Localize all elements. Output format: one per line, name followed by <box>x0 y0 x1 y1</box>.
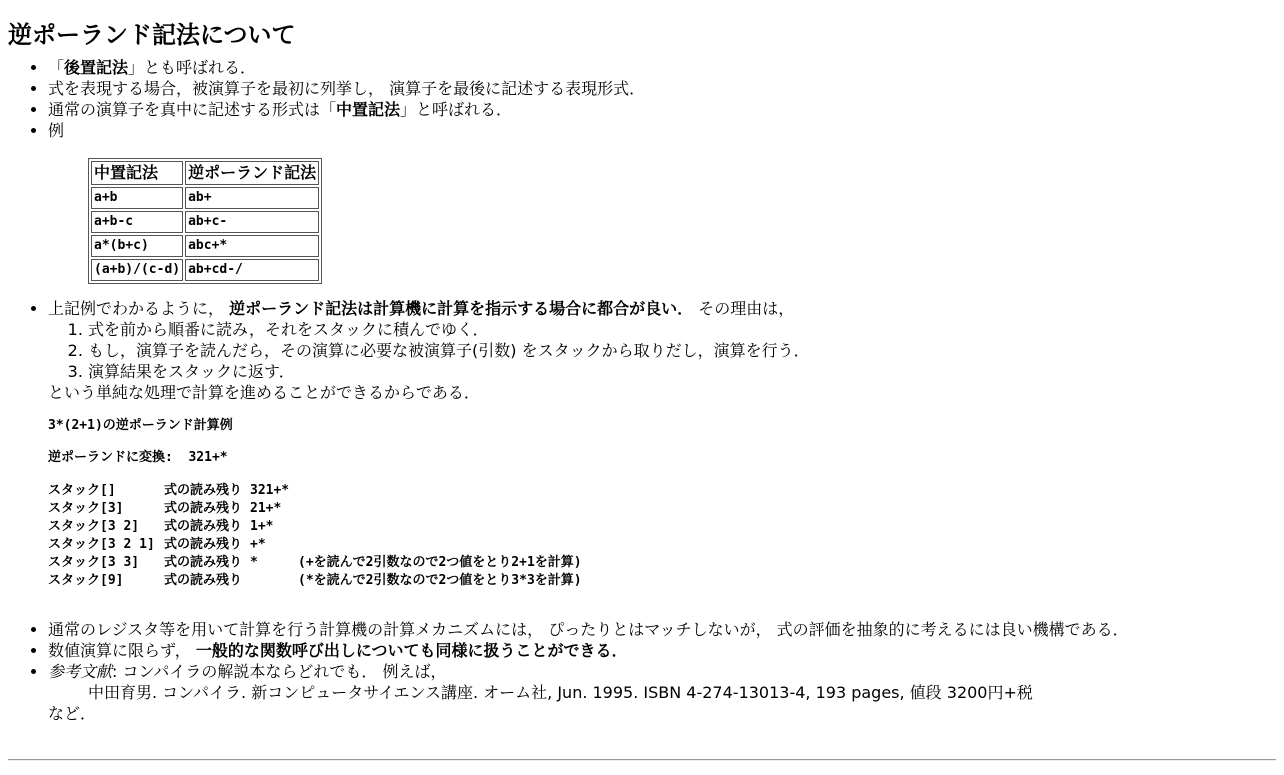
example-title: 3*(2+1)の逆ポーランド計算例 <box>48 418 233 433</box>
intro-list <box>8 57 1276 724</box>
stack-state: スタック[3 2] <box>48 519 140 534</box>
cell-rpn: abc+* <box>185 235 319 257</box>
step-note <box>298 536 598 554</box>
step-item: 3. 演算結果をスタックに返す． <box>88 361 1276 382</box>
header-rpn: 逆ポーランド記法 <box>185 161 319 185</box>
table-row <box>91 259 319 281</box>
list-item-postfix <box>48 57 1276 78</box>
stack-state: スタック[3 2 1] <box>48 537 155 552</box>
remaining-label: 式の読み残り <box>164 519 243 534</box>
cell-infix: a+b-c <box>91 211 183 233</box>
stack-state: スタック[9] <box>48 573 124 588</box>
header-infix: 中置記法 <box>91 161 183 185</box>
table-row <box>91 235 319 257</box>
remaining-expr: 21+* <box>250 501 282 516</box>
text: 「 <box>48 58 65 77</box>
list-item-infix <box>48 99 1276 120</box>
table-header-row <box>91 161 319 185</box>
text: : コンパイラの解説本ならどれでも． 例えば， <box>112 662 447 681</box>
text: 上記例でわかるように， <box>48 299 225 318</box>
step-note <box>298 482 598 500</box>
text: その理由は， <box>698 299 795 318</box>
text: 」とも呼ばれる． <box>128 58 257 77</box>
example-conversion: 逆ポーランドに変換: 321+* <box>48 450 228 465</box>
remaining-label: 式の読み残り <box>164 573 243 588</box>
text: 通常の演算子を真中に記述する形式は「 <box>48 100 337 119</box>
remaining-expr: 321+* <box>250 483 290 498</box>
list-item-example <box>48 120 1276 284</box>
notation-table <box>88 158 322 284</box>
remaining-label: 式の読み残り <box>164 537 243 552</box>
remaining-label: 式の読み残り <box>164 501 243 516</box>
remaining-label: 式の読み残り <box>164 555 243 570</box>
cell-infix: a+b <box>91 187 183 209</box>
reference-citation: 中田育男. コンパイラ. 新コンピュータサイエンス講座. オーム社, Jun. 1995. ISBN 4-274-13013-4, 193 pages, 値段 3200円+税 <box>88 683 1033 702</box>
functions-emphasis: 一般的な関数呼び出しについても同様に扱うことができる． <box>195 641 628 660</box>
step-note: (*を読んで2引数なので2つ値をとり3*3を計算) <box>298 573 582 588</box>
remaining-expr: 1+* <box>250 519 274 534</box>
step-item: 2. もし，演算子を読んだら，その演算に必要な被演算子(引数) をスタックから取りだし，演算を行う． <box>88 340 1276 361</box>
step-note <box>298 500 598 518</box>
example-label: 例 <box>48 121 65 140</box>
cell-rpn: ab+c- <box>185 211 319 233</box>
step-item: 1. 式を前から順番に読み，それをスタックに積んでゆく． <box>88 319 1276 340</box>
infix-term: 中置記法 <box>336 100 401 119</box>
steps-list <box>48 319 1276 382</box>
remaining-label: 式の読み残り <box>164 483 243 498</box>
cell-rpn: ab+cd-/ <box>185 259 319 281</box>
table-row <box>91 211 319 233</box>
remaining-expr: * <box>250 555 258 570</box>
list-item-functions <box>48 640 1276 661</box>
list-item-references <box>48 661 1276 724</box>
step-note <box>298 518 598 536</box>
table-row <box>91 187 319 209</box>
list-item-definition: • 式を表現する場合，被演算子を最初に列挙し， 演算子を最後に記述する表現形式． <box>48 78 1276 99</box>
reason-conclusion: という単純な処理で計算を進めることができるからである． <box>48 383 480 402</box>
text: 数値演算に限らず， <box>48 641 191 660</box>
page-title: 逆ポーランド記法について <box>8 21 296 49</box>
footer-divider <box>8 759 1276 761</box>
list-item-mechanism: • 通常のレジスタ等を用いて計算を行う計算機の計算メカニズムには， ぴったりとはマッチしないが， 式の評価を抽象的に考えるには良い機構である． <box>48 619 1276 640</box>
cell-infix: (a+b)/(c-d) <box>91 259 183 281</box>
references-etc: など． <box>48 704 97 723</box>
stack-trace <box>48 482 1276 590</box>
text: 」と呼ばれる． <box>400 100 513 119</box>
cell-rpn: ab+ <box>185 187 319 209</box>
list-item-reason <box>48 298 1276 619</box>
step-note: (+を読んで2引数なので2つ値をとり2+1を計算) <box>298 555 582 570</box>
cell-infix: a*(b+c) <box>91 235 183 257</box>
references-label: 参考文献 <box>48 662 113 681</box>
stack-state: スタック[3] <box>48 501 124 516</box>
postfix-term: 後置記法 <box>64 58 129 77</box>
remaining-expr <box>250 572 298 590</box>
page-content <box>8 0 1276 724</box>
reason-emphasis: 逆ポーランド記法は計算機に計算を指示する場合に都合が良い． <box>229 299 694 318</box>
stack-state: スタック[3 3] <box>48 555 140 570</box>
remaining-expr: +* <box>250 537 266 552</box>
stack-state: スタック[] <box>48 483 116 498</box>
